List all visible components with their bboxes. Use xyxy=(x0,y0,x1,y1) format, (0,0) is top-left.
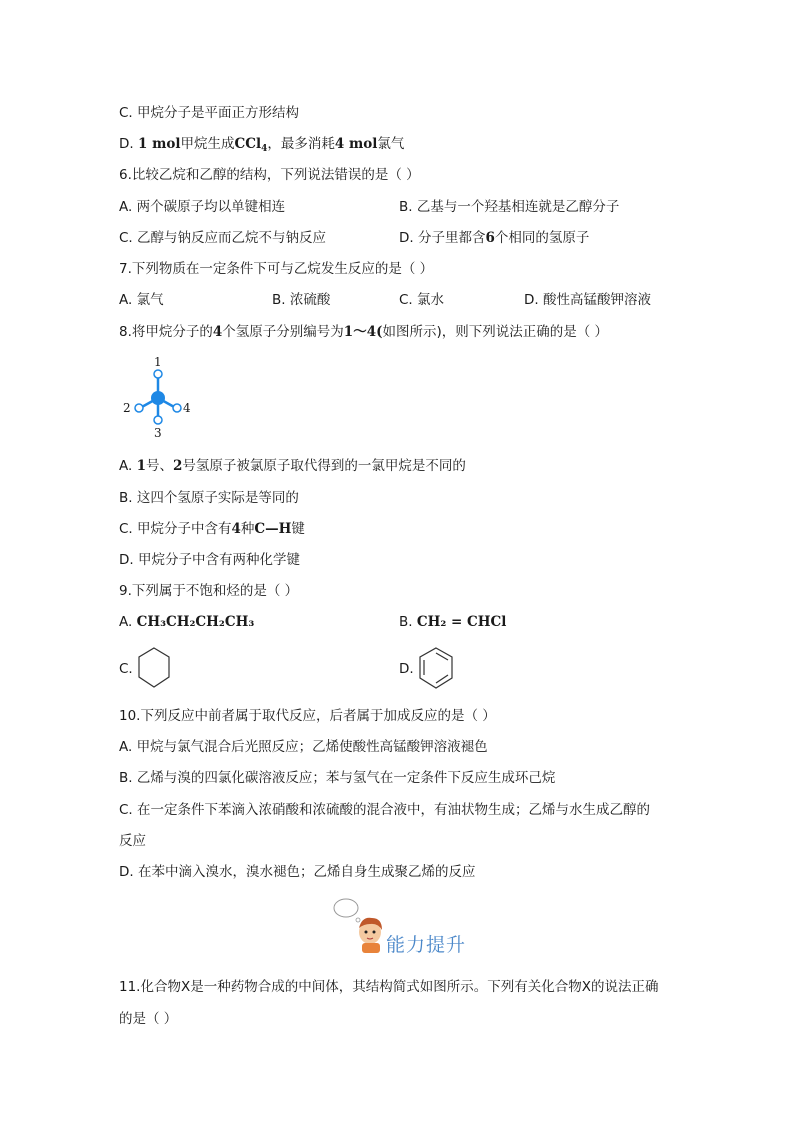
q10-option-c-line2: 反应 xyxy=(119,833,146,849)
q9-option-a: A. CH₃CH₂CH₂CH₃ xyxy=(119,614,255,630)
q5-option-d: D. 1 mol甲烷生成CCl$_4$，最多消耗4 mol氯气 xyxy=(119,136,405,154)
q10-option-d: D. 在苯中滴入溴水，溴水褪色；乙烯自身生成聚乙烯的反应 xyxy=(119,864,476,880)
hydrogen-atom-4 xyxy=(173,404,181,412)
q8-option-a: A. 1号、2号氢原子被氯原子取代得到的一氯甲烷是不同的 xyxy=(119,458,466,474)
hydrogen-atom-3 xyxy=(154,416,162,424)
label-1: 1 xyxy=(154,355,162,369)
q5-option-c: C. 甲烷分子是平面正方形结构 xyxy=(119,105,300,121)
q10-option-a: A. 甲烷与氯气混合后光照反应；乙烯使酸性高锰酸钾溶液褪色 xyxy=(119,739,488,755)
q7-option-c: C. 氯水 xyxy=(399,292,445,308)
q10-option-b: B. 乙烯与溴的四氯化碳溶液反应；苯与氢气在一定条件下反应生成环己烷 xyxy=(119,770,556,786)
q10-option-c-line1: C. 在一定条件下苯滴入浓硝酸和浓硫酸的混合液中，有油状物生成；乙烯与水生成乙醇的 xyxy=(119,802,651,818)
q9-option-d-label: D. xyxy=(399,661,414,677)
label-2: 2 xyxy=(123,401,131,415)
q9-stem: 9.下列属于不饱和烃的是（ ） xyxy=(119,583,299,599)
q8-option-d: D. 甲烷分子中含有两种化学键 xyxy=(119,552,300,568)
benzene-structure xyxy=(416,645,456,691)
q9-option-c-label: C. xyxy=(119,661,133,677)
q11-stem-line1: 11.化合物X是一种药物合成的中间体，其结构简式如图所示。下列有关化合物X的说法正确 xyxy=(119,979,659,995)
q8-option-c: C. 甲烷分子中含有4种C—H键 xyxy=(119,521,305,537)
q7-option-d: D. 酸性高锰酸钾溶液 xyxy=(524,292,651,308)
carbon-atom xyxy=(151,391,165,405)
methane-numbering-figure xyxy=(118,352,198,442)
q7-option-b: B. 浓硫酸 xyxy=(272,292,331,308)
q6-option-b: B. 乙基与一个羟基相连就是乙醇分子 xyxy=(399,199,620,215)
q6-option-a: A. 两个碳原子均以单键相连 xyxy=(119,199,286,215)
hydrogen-atom-2 xyxy=(135,404,143,412)
section-title: 能力提升 xyxy=(386,934,467,956)
label-3: 3 xyxy=(154,426,162,440)
q6-stem: 6.比较乙烷和乙醇的结构，下列说法错误的是（ ） xyxy=(119,167,420,183)
q7-option-a: A. 氯气 xyxy=(119,292,164,308)
hydrogen-atom-1 xyxy=(154,370,162,378)
cyclohexane-structure xyxy=(136,645,172,691)
q11-stem-line2: 的是（ ） xyxy=(119,1011,178,1027)
q7-stem: 7.下列物质在一定条件下可与乙烷发生反应的是（ ） xyxy=(119,261,434,277)
q10-stem: 10.下列反应中前者属于取代反应，后者属于加成反应的是（ ） xyxy=(119,708,496,724)
q8-option-b: B. 这四个氢原子实际是等同的 xyxy=(119,490,299,506)
q9-option-b: B. CH₂ = CHCl xyxy=(399,614,507,630)
label-4: 4 xyxy=(183,401,191,415)
thinking-boy-mascot-icon xyxy=(332,896,388,954)
q6-option-d: D. 分子里都含6个相同的氢原子 xyxy=(399,230,590,246)
q8-stem: 8.将甲烷分子的4个氢原子分别编号为1～4(如图所示)，则下列说法正确的是（ ） xyxy=(119,324,609,340)
q6-option-c: C. 乙醇与钠反应而乙烷不与钠反应 xyxy=(119,230,327,246)
